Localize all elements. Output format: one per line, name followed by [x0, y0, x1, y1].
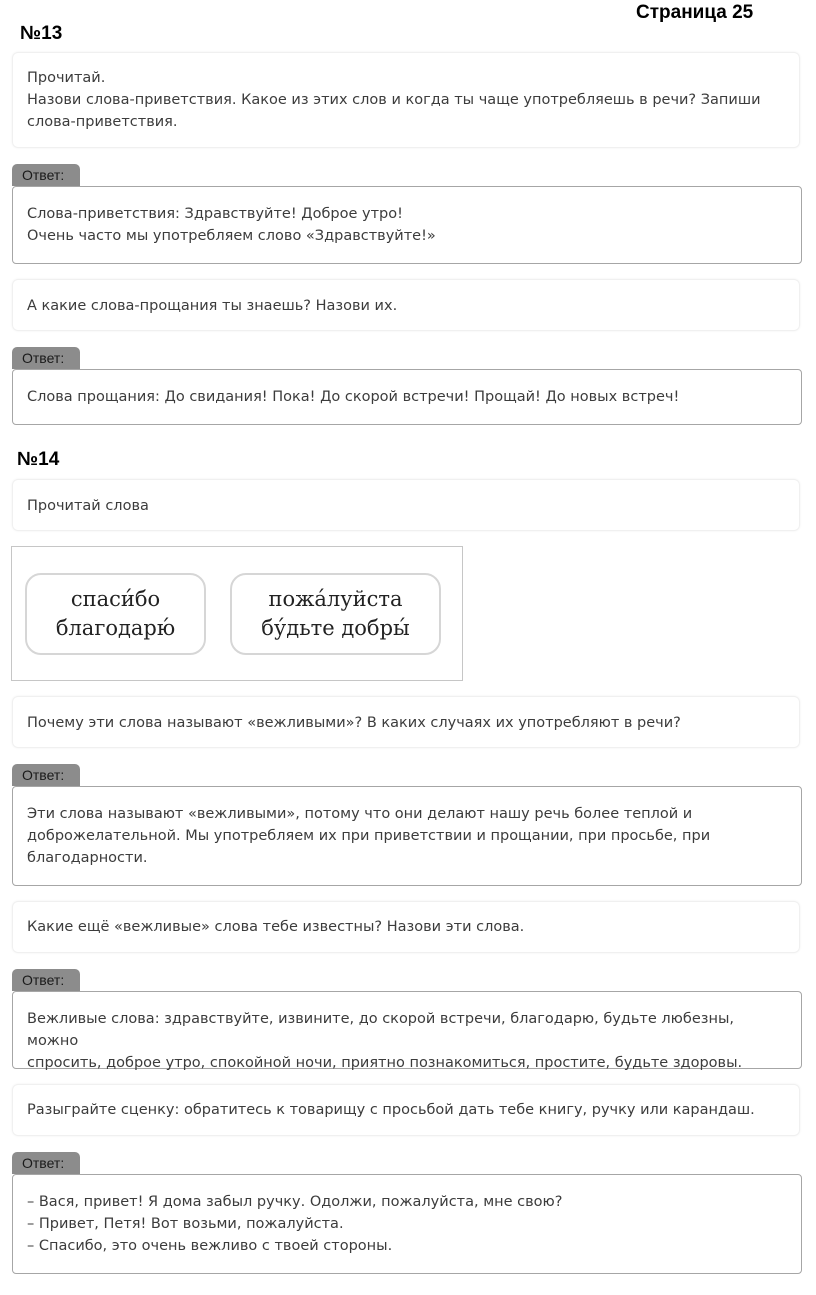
answer-line: – Вася, привет! Я дома забыл ручку. Одолжи, пожалуйста, мне свою? — [27, 1194, 563, 1210]
task-14-answer-3 — [12, 991, 802, 1069]
polite-words-image — [11, 546, 463, 681]
word: пожа́луйста — [268, 587, 403, 611]
word: спаси́бо — [70, 587, 161, 611]
question-line: А какие слова-прощания ты знаешь? Назови их. — [27, 298, 398, 314]
task-13-answer-2 — [12, 369, 802, 425]
question-line: Почему эти слова называют «вежливыми»? В каких случаях их употребляют в речи? — [27, 715, 681, 731]
task-14-question-4 — [12, 1084, 800, 1136]
word: благодарю́ — [55, 616, 176, 640]
page-number-label: Страница 25 — [636, 2, 754, 23]
question-line: Прочитай. — [27, 70, 106, 86]
task-14-number: №14 — [17, 449, 60, 470]
word: бу́дьте добры́ — [261, 616, 410, 640]
answer-line: Слова прощания: До свидания! Пока! До скорой встречи! Прощай! До новых встреч! — [27, 389, 680, 405]
answer-line: доброжелательной. Мы употребляем их при приветствии и прощании, при просьбе, при — [27, 828, 711, 844]
answer-line: благодарности. — [27, 850, 148, 866]
answer-tag: Ответ: — [12, 1152, 80, 1174]
word-card — [25, 573, 206, 655]
answer-tag: Ответ: — [12, 969, 80, 991]
answer-line: – Спасибо, это очень вежливо с твоей стороны. — [27, 1238, 393, 1254]
word-card — [230, 573, 441, 655]
answer-tag: Ответ: — [12, 347, 80, 369]
answer-line: спросить, доброе утро, спокойной ночи, приятно познакомиться, простите, будьте здоровы. — [27, 1055, 743, 1071]
task-14-question-1 — [12, 479, 800, 531]
task-13-question-2 — [12, 279, 800, 331]
answer-line: Слова-приветствия: Здравствуйте! Доброе утро! — [27, 206, 403, 222]
task-14-answer-2 — [12, 786, 802, 886]
answer-tag: Ответ: — [12, 164, 80, 186]
question-line: слова-приветствия. — [27, 114, 178, 130]
task-14-answer-4 — [12, 1174, 802, 1274]
question-line: Какие ещё «вежливые» слова тебе известны? Назови эти слова. — [27, 919, 525, 935]
answer-line: Вежливые слова: здравствуйте, извините, до скорой встречи, благодарю, будьте любезны, можно — [27, 1011, 734, 1049]
answer-tag: Ответ: — [12, 764, 80, 786]
question-line: Разыграйте сценку: обратитесь к товарищу с просьбой дать тебе книгу, ручку или карандаш. — [27, 1102, 755, 1118]
task-14-question-2 — [12, 696, 800, 748]
task-13-question-1 — [12, 52, 800, 148]
task-13-answer-1 — [12, 186, 802, 264]
question-line: Назови слова-приветствия. Какое из этих слов и когда ты чаще употребляешь в речи? Запиши — [27, 92, 761, 108]
answer-line: Эти слова называют «вежливыми», потому что они делают нашу речь более теплой и — [27, 806, 693, 822]
task-14-question-3 — [12, 901, 800, 953]
task-13-number: №13 — [20, 23, 63, 44]
question-line: Прочитай слова — [27, 498, 149, 514]
answer-line: Очень часто мы употребляем слово «Здравствуйте!» — [27, 228, 436, 244]
answer-line: – Привет, Петя! Вот возьми, пожалуйста. — [27, 1216, 344, 1232]
